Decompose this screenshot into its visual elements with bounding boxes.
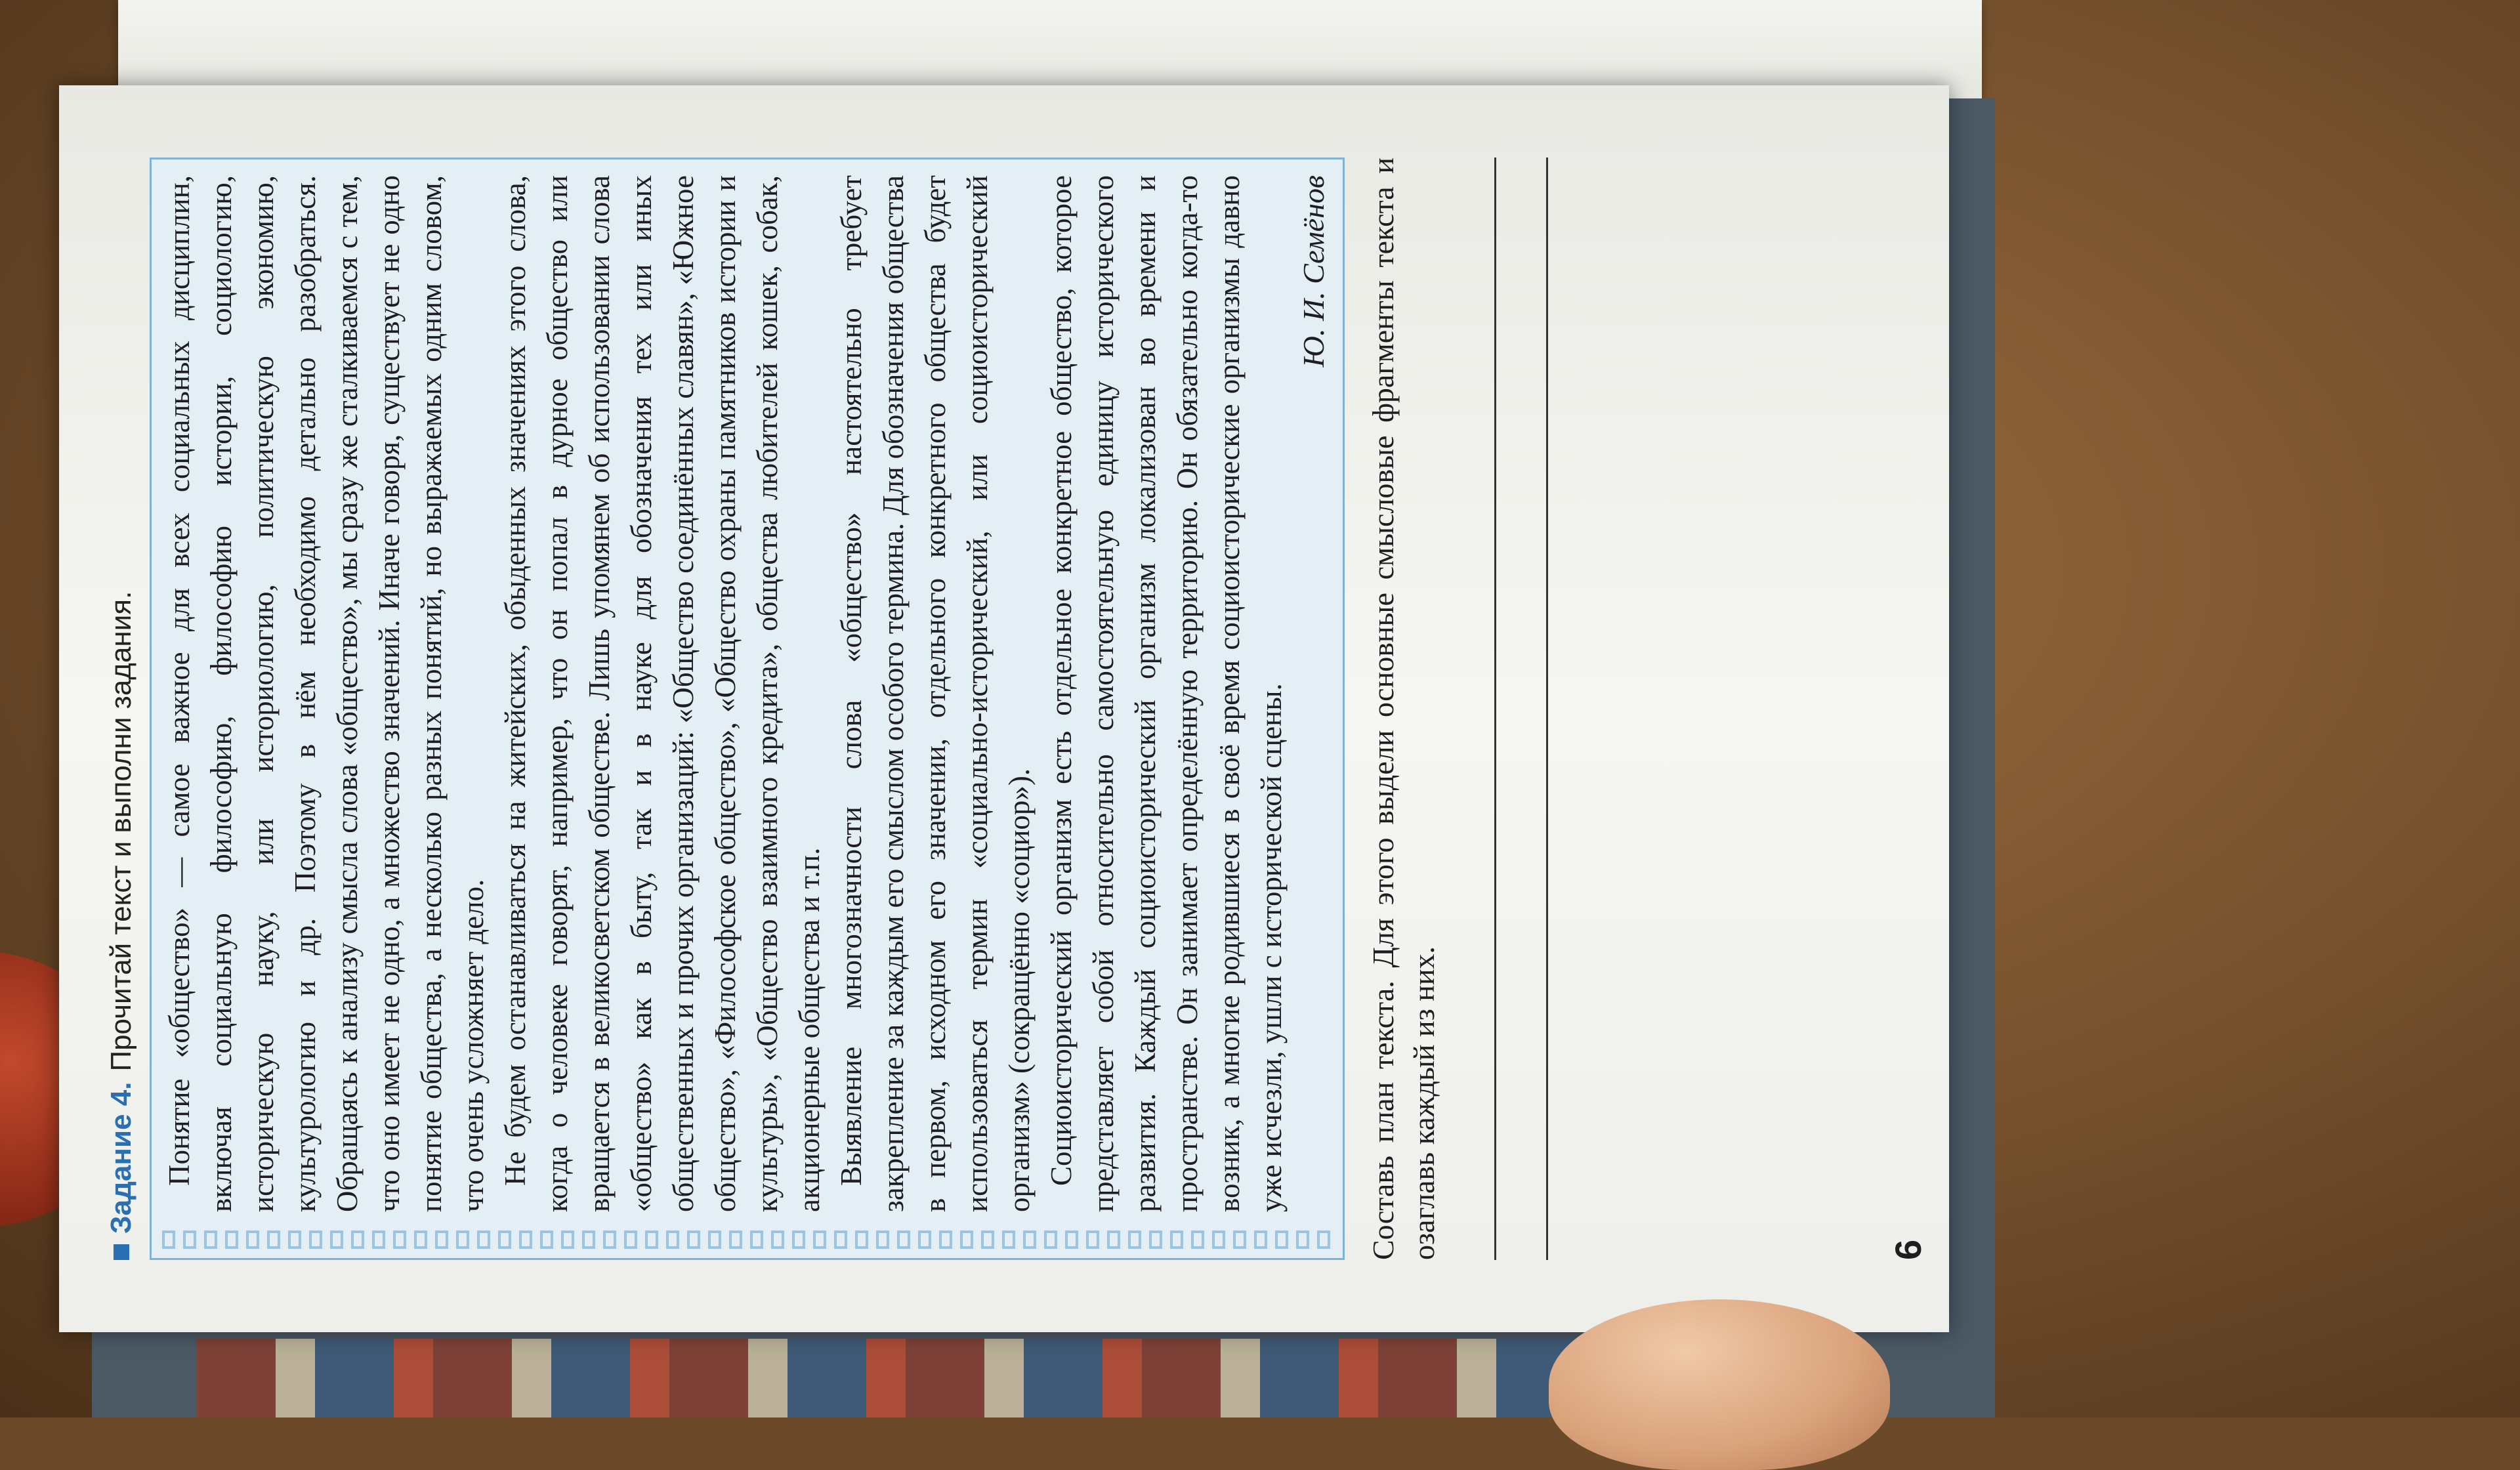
task-marker-icon bbox=[114, 1244, 129, 1260]
workbook-page bbox=[59, 85, 1949, 1332]
answer-line bbox=[1500, 158, 1548, 1260]
book-cover-illustration bbox=[197, 1339, 1575, 1418]
page-number: 6 bbox=[1887, 1239, 1929, 1260]
box-border-pattern bbox=[158, 1230, 1336, 1249]
task-label: Задание 4. bbox=[105, 1082, 137, 1234]
text-author: Ю. И. Семёнов bbox=[1297, 175, 1330, 368]
answer-line bbox=[1448, 158, 1496, 1260]
thumb bbox=[1549, 1299, 1890, 1470]
reading-text-box bbox=[150, 158, 1345, 1260]
paragraph: Не будем останавливаться на житейских, обыденных значениях этого слова, когда о человеке говорят, например, что он попал в дурное общество или вращается в великосветском обществе. Лишь упомянем об использовании слова «общество» как в быту, так и в науке для обозначения тех или иных общественных и прочих организаций: «Общество соединённых славян», «Южное общество», «Философское общество», «Общество охраны памятников истории и культуры», «Общество взаимного кредита», общества любителей кошек, собак, акционерные общества и т.п. bbox=[499, 175, 826, 1212]
task-instruction: Прочитай текст и выполни задания. bbox=[105, 591, 137, 1072]
paragraph: Понятие «общество» — самое важное для всех социальных дисциплин, включая социальную философию, философию истории, социологию, историческую науку, или историологию, политическую экономию, культурологию и др. Поэтому в нём необходимо детально разобраться. Обращаясь к анализу смысла слова «общество», мы сразу же сталкиваемся с тем, что оно имеет не одно, а множество значений. Иначе говоря, существует не одно понятие общества, а несколько разных понятий, но выражаемых одним словом, что очень усложняет дело. bbox=[163, 175, 490, 1212]
assignment-text: Составь план текста. Для этого выдели основные смысловые фрагменты текста и озаглавь каждый из них. bbox=[1366, 158, 1440, 1260]
paragraph: Выявление многозначности слова «общество» настоятельно требует закрепление за каждым его смыслом особого термина. Для обозначения общества в первом, исходном его значении, отдельного конкретного общества будет использоваться термин «социально-исторический, или социоисторический организм» (сокращённо «социор»). bbox=[835, 175, 1036, 1212]
task-header bbox=[105, 158, 138, 1260]
paragraph: Социоисторический организм есть отдельное конкретное общество, которое представляет собой относительно самостоятельную единицу исторического развития. Каждый социоисторический организм локализован во времени и пространстве. Он занимает определённую территорию. Он обязательно когда-то возник, а многие родившиеся в своё время социоисторические организмы давно уже исчезли, ушли с исторической сцены. bbox=[1045, 175, 1288, 1212]
